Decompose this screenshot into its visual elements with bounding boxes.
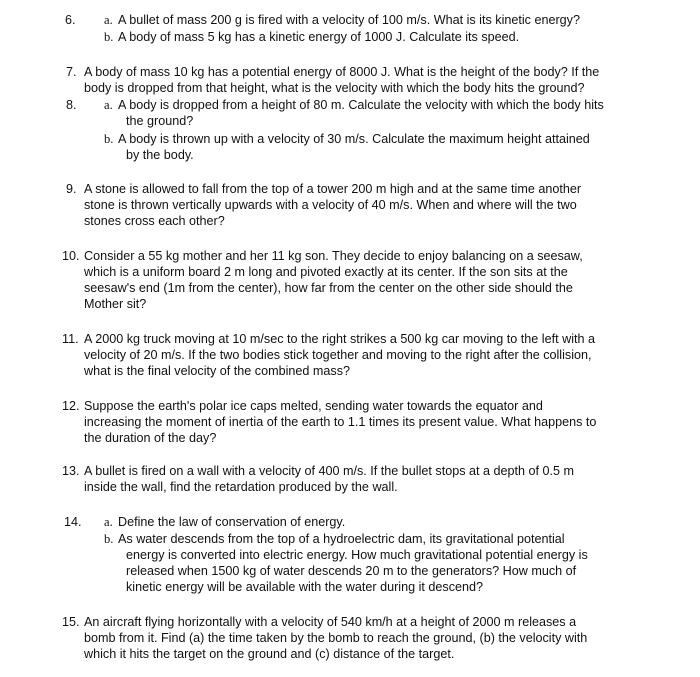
question-line: bomb from it. Find (a) the time taken by the bomb to reach the ground, (b) the velocity with	[84, 631, 588, 645]
part-letter: b.	[104, 30, 114, 44]
part-text: by the body.	[126, 148, 194, 162]
question-line: A bullet is fired on a wall with a velocity of 400 m/s. If the bullet stops at a depth of 0.5 m	[84, 464, 575, 478]
part-text: A body is dropped from a height of 80 m. Calculate the velocity with which the body hits	[118, 98, 604, 112]
part-text: As water descends from the top of a hydroelectric dam, its gravitational potential	[118, 532, 565, 546]
part-letter: a.	[104, 515, 113, 529]
part-text: released when 1500 kg of water descends 20 m to the generators? How much of	[126, 564, 577, 578]
question-line: stones cross each other?	[84, 214, 225, 228]
question-number: 14.	[64, 515, 82, 529]
part-text: A bullet of mass 200 g is fired with a velocity of 100 m/s. What is its kinetic energy?	[118, 13, 580, 27]
question-line: stone is thrown vertically upwards with a velocity of 40 m/s. When and where will the two	[84, 198, 577, 212]
question-number: 11.	[62, 332, 79, 346]
part-text: Define the law of conservation of energy.	[118, 515, 346, 529]
question-line: A stone is allowed to fall from the top of a tower 200 m high and at the same time another	[84, 182, 582, 196]
part-text: A body is thrown up with a velocity of 30 m/s. Calculate the maximum height attained	[118, 132, 590, 146]
question-line: velocity of 20 m/s. If the two bodies stick together and moving to the right after the collision,	[84, 348, 592, 362]
question-line: Suppose the earth's polar ice caps melted, sending water towards the equator and	[84, 399, 543, 413]
question-line: increasing the moment of inertia of the earth to 1.1 times its present value. What happens to	[84, 415, 597, 429]
question-line: the duration of the day?	[84, 431, 217, 445]
question-line: which it hits the target on the ground and (c) distance of the target.	[84, 647, 455, 661]
question-number: 13.	[62, 464, 80, 478]
question-line: inside the wall, find the retardation produced by the wall.	[84, 480, 398, 494]
part-letter: b.	[104, 532, 114, 546]
question-line: Mother sit?	[84, 297, 147, 311]
question-line: what is the final velocity of the combined mass?	[84, 364, 350, 378]
question-number: 10.	[62, 249, 80, 263]
question-line: seesaw's end (1m from the center), how far from the center on the other side should the	[84, 281, 573, 295]
part-text: energy is converted into electric energy. How much gravitational potential energy is	[126, 548, 588, 562]
question-line: An aircraft flying horizontally with a velocity of 540 km/h at a height of 2000 m releases a	[84, 615, 577, 629]
question-number: 9.	[66, 182, 77, 196]
part-text: kinetic energy will be available with the water during it descend?	[126, 580, 484, 594]
question-number: 8.	[66, 98, 77, 112]
question-number: 15.	[62, 615, 80, 629]
question-number: 6.	[65, 13, 76, 27]
question-line: A body of mass 10 kg has a potential energy of 8000 J. What is the height of the body? If the	[84, 65, 600, 79]
question-number: 12.	[62, 399, 80, 413]
question-number: 7.	[66, 65, 77, 79]
question-line: Consider a 55 kg mother and her 11 kg son. They decide to enjoy balancing on a seesaw,	[84, 249, 583, 263]
question-line: which is a uniform board 2 m long and pivoted exactly at its center. If the son sits at the	[84, 265, 568, 279]
question-line: A 2000 kg truck moving at 10 m/sec to the right strikes a 500 kg car moving to the left with a	[84, 332, 595, 346]
part-letter: a.	[104, 98, 113, 112]
question-line: body is dropped from that height, what is the velocity with which the body hits the ground?	[84, 81, 585, 95]
part-letter: b.	[104, 132, 114, 146]
part-text: the ground?	[126, 114, 194, 128]
part-letter: a.	[104, 13, 113, 27]
part-text: A body of mass 5 kg has a kinetic energy of 1000 J. Calculate its speed.	[118, 30, 520, 44]
